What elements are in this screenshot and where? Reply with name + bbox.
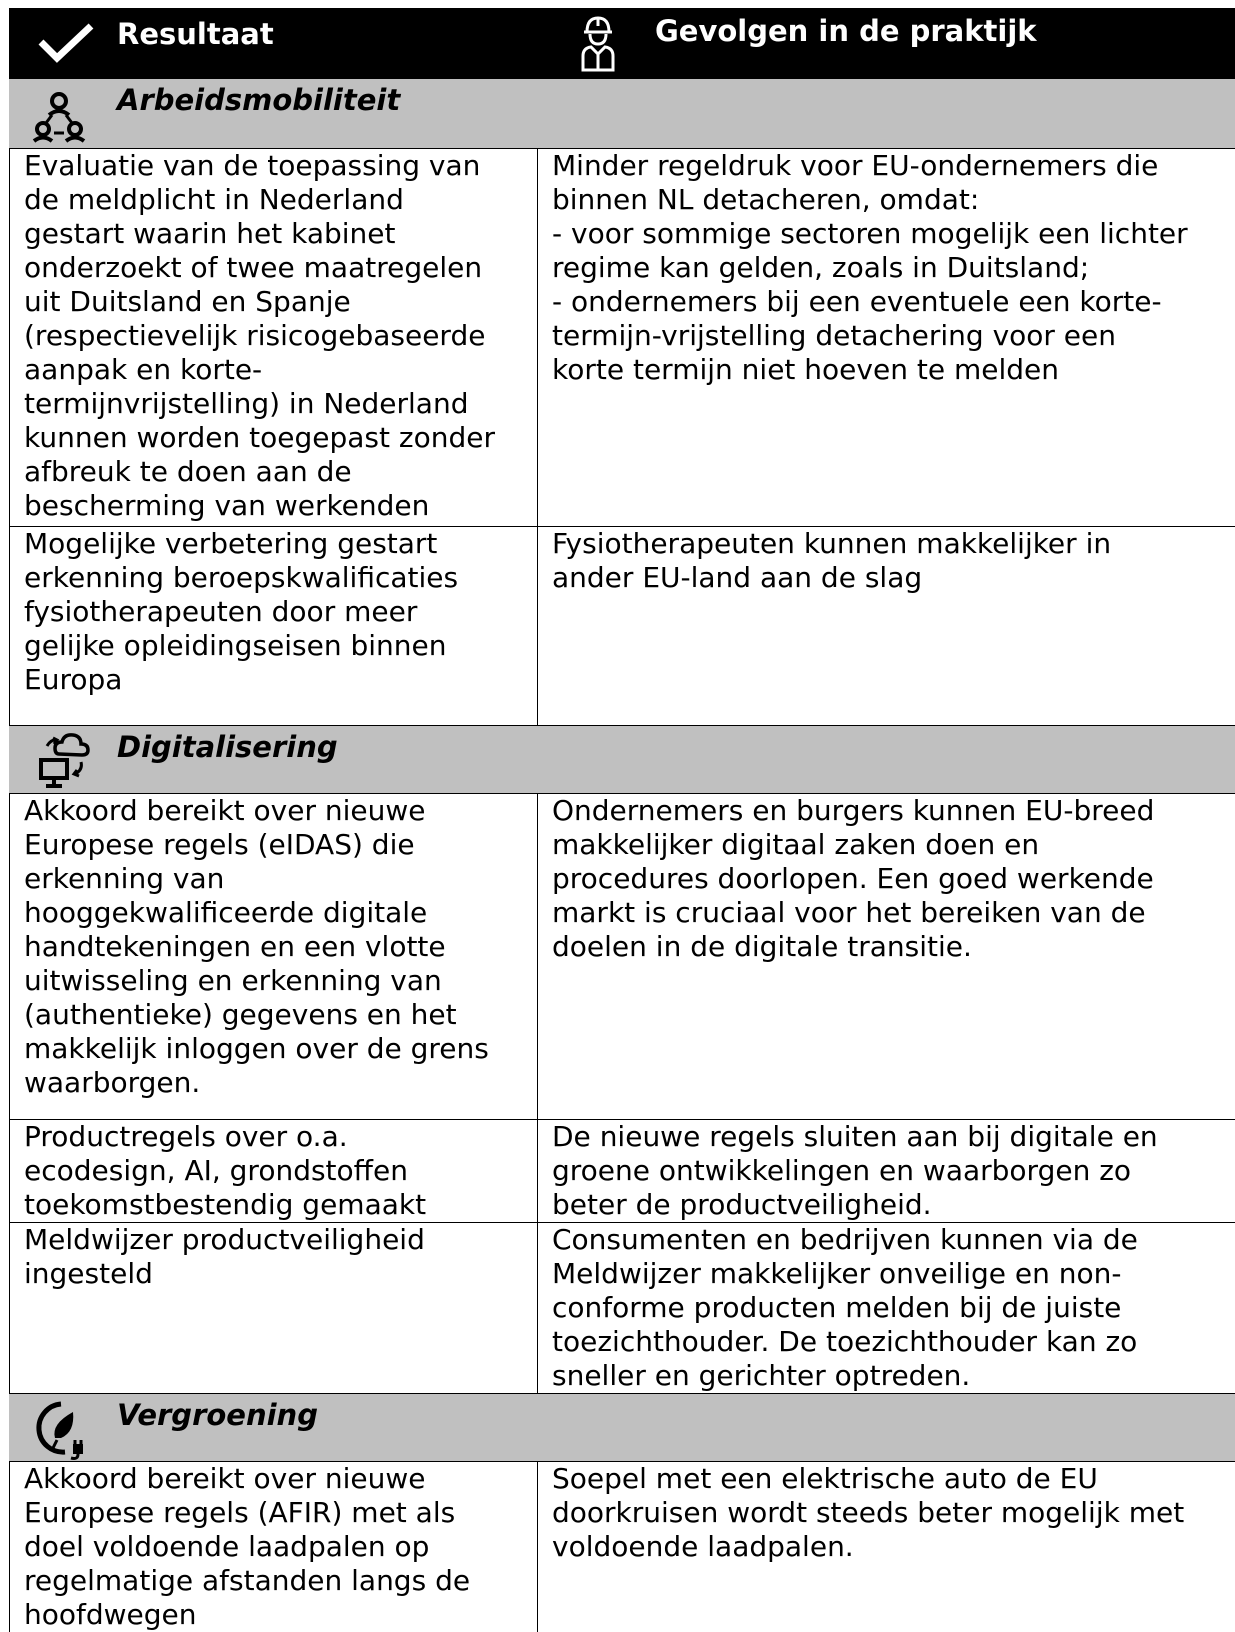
section-digitalisering [9, 725, 1235, 793]
table-row [9, 148, 1235, 526]
table-row [9, 1119, 1235, 1222]
section-vergroening [9, 1393, 1235, 1461]
table-row [9, 793, 1235, 1119]
result-cell: Akkoord bereikt over nieuwe Europese regels (AFIR) met als doel voldoende laadpalen op regelmatige afstanden langs de hoofdwegen [9, 1462, 537, 1632]
checkmark-icon [37, 22, 95, 64]
result-cell: Productregels over o.a. ecodesign, AI, grondstoffen toekomstbestendig gemaakt [9, 1120, 537, 1222]
section-title: Arbeidsmobiliteit [117, 83, 401, 117]
table-row [9, 526, 1235, 725]
table-row [9, 1461, 1235, 1632]
effect-cell: Ondernemers en burgers kunnen EU-breed makkelijker digitaal zaken doen en procedures doorlopen. Een goed werkende markt is cruciaal voor het bereiken van de doelen in de digitale transitie. [537, 794, 1235, 1119]
header-cell-result [9, 8, 537, 78]
header-cell-effect [537, 8, 1235, 78]
effect-cell: Fysiotherapeuten kunnen makkelijker in ander EU-land aan de slag [537, 527, 1235, 725]
table-row [9, 1222, 1235, 1393]
section-arbeidsmobiliteit [9, 78, 1235, 148]
effect-cell: Consumenten en bedrijven kunnen via de Meldwijzer makkelijker onveilige en non- conforme producten melden bij de juiste toezichthouder. De toezichthouder kan zo sneller en gerichter optreden. [537, 1223, 1235, 1393]
header-result-label: Resultaat [117, 17, 274, 51]
header-effect-label: Gevolgen in de praktijk [655, 14, 1037, 48]
leaf-plug-icon [29, 1398, 93, 1462]
result-cell: Mogelijke verbetering gestart erkenning beroepskwalificaties fysiotherapeuten door meer gelijke opleidingseisen binnen Europa [9, 527, 537, 725]
table-header [9, 8, 1235, 78]
result-cell: Akkoord bereikt over nieuwe Europese regels (eIDAS) die erkenning van hooggekwalificeerde digitale handtekeningen en een vlotte uitwisseling en erkenning van (authentieke) gegevens en het makkelijk inloggen over de grens waarborgen. [9, 794, 537, 1119]
result-cell: Meldwijzer productveiligheid ingesteld [9, 1223, 537, 1393]
people-network-icon [31, 89, 87, 145]
section-title: Digitalisering [117, 730, 338, 764]
effect-cell: Soepel met een elektrische auto de EU doorkruisen wordt steeds beter mogelijk met voldoende laadpalen. [537, 1462, 1235, 1632]
worker-helmet-icon [579, 14, 617, 72]
section-title: Vergroening [117, 1398, 318, 1432]
result-cell: Evaluatie van de toepassing van de meldplicht in Nederland gestart waarin het kabinet onderzoekt of twee maatregelen uit Duitsland en Spanje (respectievelijk risicogebaseerde aanpak en korte- termijnvrijstelling) in Nederland kunnen worden toegepast zonder afbreuk te doen aan de bescherming van werkenden [9, 149, 537, 526]
cloud-computer-icon [37, 732, 99, 790]
effect-cell: De nieuwe regels sluiten aan bij digitale en groene ontwikkelingen en waarborgen zo beter de productveiligheid. [537, 1120, 1235, 1222]
effect-cell: Minder regeldruk voor EU-ondernemers die binnen NL detacheren, omdat: - voor sommige sectoren mogelijk een lichter regime kan gelden, zoals in Duitsland; - ondernemers bij een eventuele een korte- termijn-vrijstelling detachering voor een korte termijn niet hoeven te melden [537, 149, 1235, 526]
